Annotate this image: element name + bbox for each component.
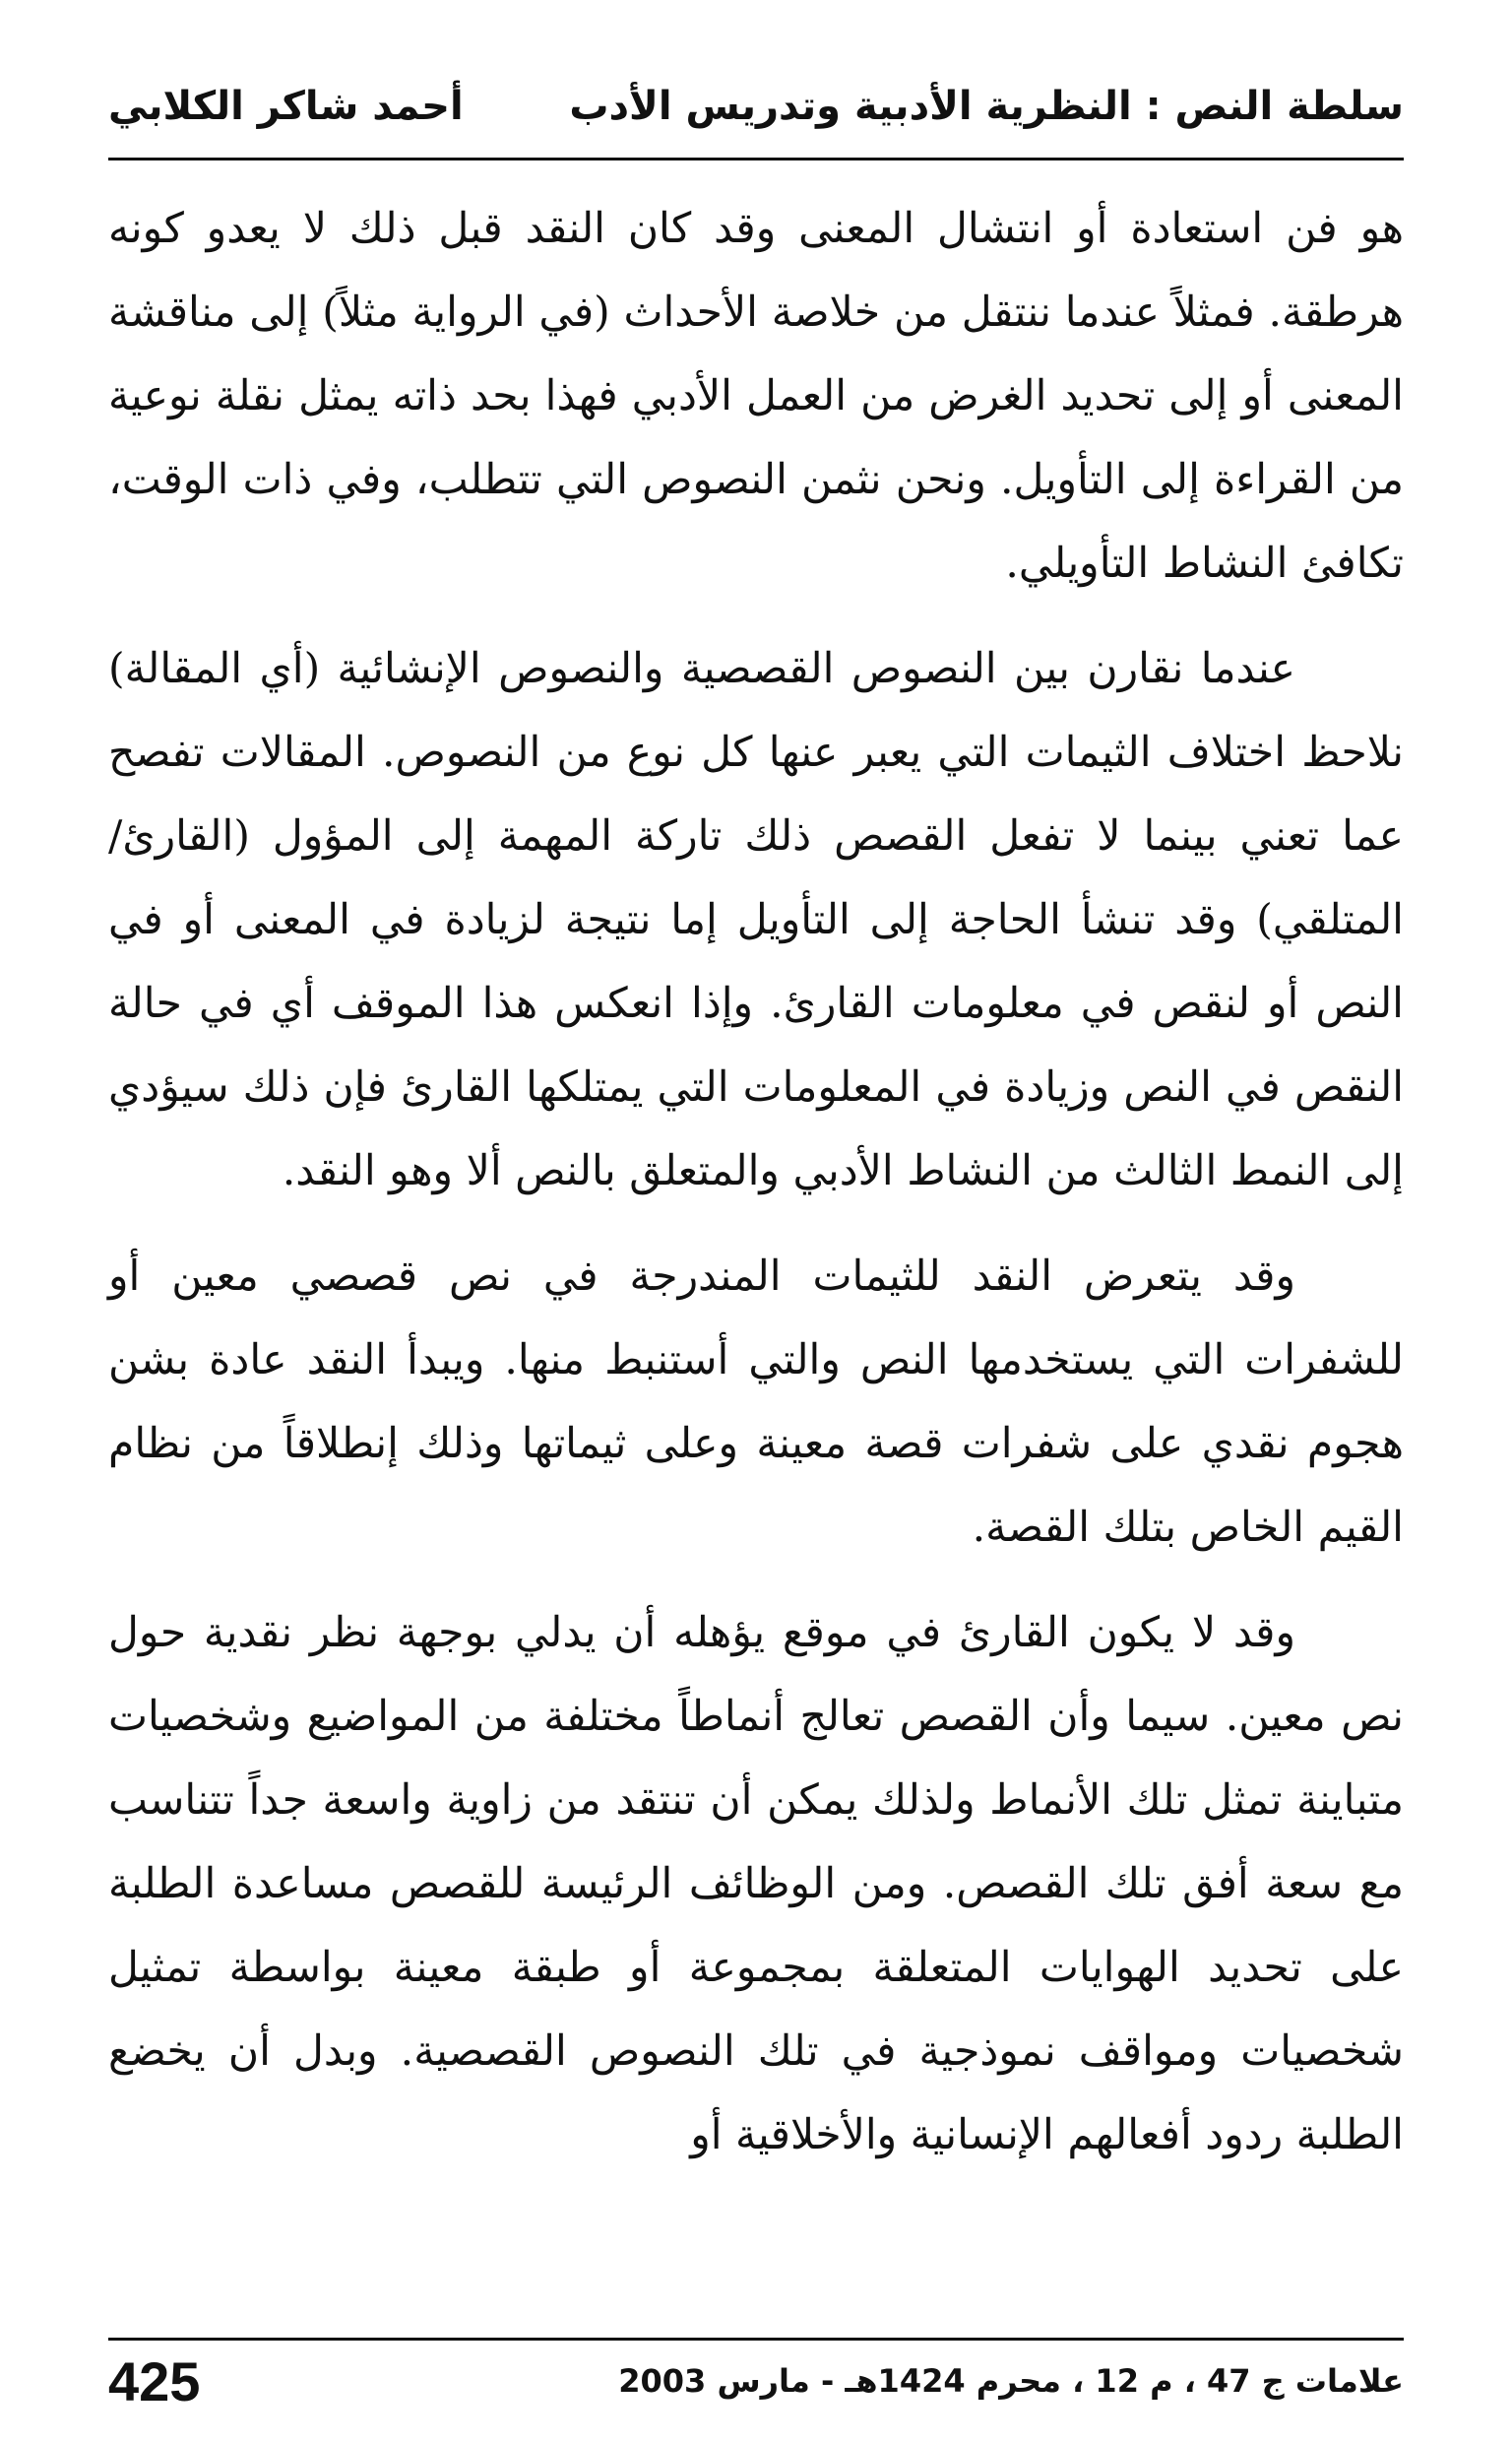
page-footer <box>108 2351 1404 2410</box>
paragraph-3: وقد يتعرض النقد للثيمات المندرجة في نص قصصي معين أو للشفرات التي يستخدمها النص والتي أستنبط منها. ويبدأ النقد عادة بشن هجوم نقدي على شفرات قصة معينة وعلى ثيماتها وذلك إنطلاقاً من نظام القيم الخاص بتلك القصة. <box>108 1253 1404 1552</box>
body-text <box>108 187 1404 2199</box>
header-rule <box>108 158 1404 161</box>
running-header <box>108 59 1404 153</box>
journal-citation: علامات ج 47 ، م 12 ، محرم 1424هـ - مارس 2003 <box>618 2362 1404 2400</box>
footer-rule <box>108 2338 1404 2341</box>
paragraph-4: وقد لا يكون القارئ في موقع يؤهله أن يدلي بوجهة نظر نقدية حول نص معين. سيما وأن القصص تعالج أنماطاً مختلفة من المواضيع وشخصيات متباينة تمثل تلك الأنماط ولذلك يمكن أن تنتقد من زاوية واسعة جداً تتناسب مع سعة أفق تلك القصص. ومن الوظائف الرئيسة للقصص مساعدة الطلبة على تحديد الهوايات المتعلقة بمجموعة أو طبقة معينة بواسطة تمثيل شخصيات ومواقف نموذجية في تلك النصوص القصصية. وبدل أن يخضع الطلبة ردود أفعالهم الإنسانية والأخلاقية أو <box>108 1609 1404 2159</box>
running-title: سلطة النص : النظرية الأدبية وتدريس الأدب <box>569 83 1404 129</box>
running-author: أحمد شاكر الكلابي <box>108 83 464 129</box>
paragraph-1: هو فن استعادة أو انتشال المعنى وقد كان النقد قبل ذلك لا يعدو كونه هرطقة. فمثلاً عندما ننتقل من خلاصة الأحداث (في الرواية مثلاً) إلى مناقشة المعنى أو إلى تحديد الغرض من العمل الأدبي فهذا بحد ذاته يمثل نقلة نوعية من القراءة إلى التأويل. ونحن نثمن النصوص التي تتطلب، وفي ذات الوقت، تكافئ النشاط التأويلي. <box>108 205 1404 588</box>
paragraph-2: عندما نقارن بين النصوص القصصية والنصوص الإنشائية (أي المقالة) نلاحظ اختلاف الثيمات التي يعبر عنها كل نوع من النصوص. المقالات تفصح عما تعني بينما لا تفعل القصص ذلك تاركة المهمة إلى المؤول (القارئ/ المتلقي) وقد تنشأ الحاجة إلى التأويل إما نتيجة لزيادة في المعنى أو في النص أو لنقص في معلومات القارئ. وإذا انعكس هذا الموقف أي في حالة النقص في النص وزيادة في المعلومات التي يمتلكها القارئ فإن ذلك سيؤدي إلى النمط الثالث من النشاط الأدبي والمتعلق بالنص ألا وهو النقد. <box>108 645 1404 1195</box>
page-number: 425 <box>108 2349 201 2412</box>
